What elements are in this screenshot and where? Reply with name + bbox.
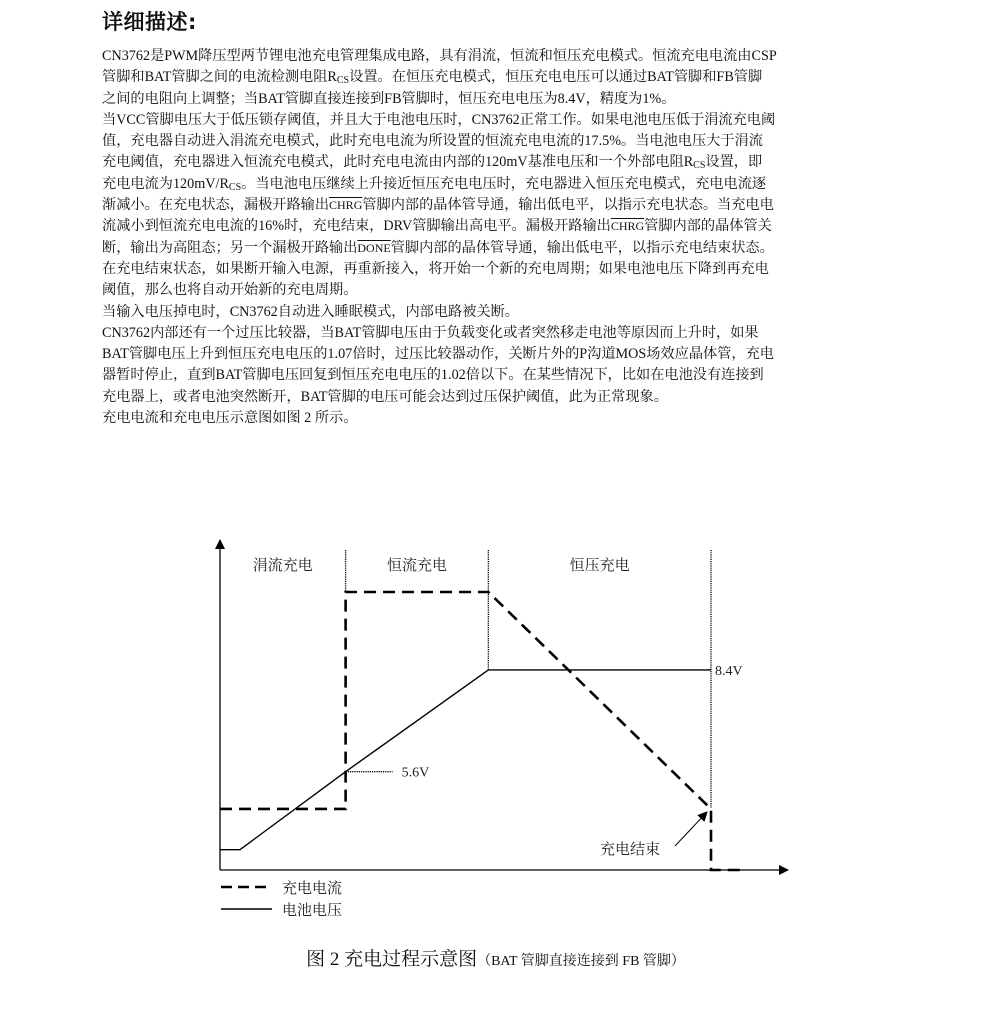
annotation-label: 5.6V [401, 765, 430, 781]
pin-name-overline: DONE [357, 240, 391, 255]
text-run: 在充电结束状态，如果断开输入电源，再重新接入，将开始一个新的充电周期；如果电池电压下降到再充电 [102, 260, 769, 277]
subscript: CS [693, 160, 706, 172]
legend-label: 充电电流 [282, 881, 343, 897]
text-run: 器暂时停止，直到BAT管脚电压回复到恒压充电电压的1.02倍以下。在某些情况下，比如在电池没有连接到 [102, 367, 764, 384]
text-run: CN3762内部还有一个过压比较器，当BAT管脚电压由于负载变化或者突然移走电池等原因而上升时，如果 [102, 324, 759, 341]
text-run: 管脚内部的晶体管导通，输出低电平，以指示充电状态。当充电电 [362, 197, 774, 214]
text-run: 之间的电阻向上调整；当BAT管脚直接连接到FB管脚时，恒压充电电压为8.4V，精度为1%。 [102, 90, 676, 107]
text-run: 当VCC管脚电压大于低压锁存阈值，并且大于电池电压时，CN3762正常工作。如果电池电压低于涓流充电阈 [102, 111, 776, 128]
text-run: 。当电池电压继续上升接近恒压充电电压时，充电器进入恒压充电模式，充电电流逐 [241, 175, 767, 192]
pin-name-overline: CHRG [610, 219, 645, 234]
text-run: 断，输出为高阻态；另一个漏极开路输出 [102, 239, 358, 256]
phase-label: 恒压充电 [569, 558, 630, 574]
figure-caption [0, 944, 991, 971]
text-run: 充电阈值，充电器进入恒流充电模式，此时充电电流由内部的120mV基准电压和一个外部电阻R [102, 154, 694, 171]
text-run: 充电电流为120mV/R [102, 175, 229, 192]
text-run: 渐减小。在充电状态，漏极开路输出 [102, 197, 330, 214]
pin-name-overline: CHRG [329, 198, 363, 213]
text-run: 设置，即 [705, 154, 763, 171]
phase-label: 涓流充电 [252, 558, 313, 574]
series-line-charge-current [220, 592, 745, 870]
text-run: 值，充电器自动进入涓流充电模式，此时充电电流为所设置的恒流充电电流的17.5%。当电池电压大于涓流 [102, 133, 763, 150]
text-run: 管脚内部的晶体管关 [644, 218, 772, 235]
text-run: 管脚和BAT管脚之间的电流检测电阻R [102, 69, 337, 86]
subscript: CS [228, 181, 242, 193]
text-run: CN3762是PWM降压型两节锂电池充电管理集成电路，具有涓流，恒流和恒压充电模式。恒流充电电流由CSP [102, 48, 777, 64]
text-run: 充电器上，或者电池突然断开，BAT管脚的电压可能会达到过压保护阈值，此为正常现象。 [102, 388, 668, 405]
text-run: BAT管脚电压上升到恒压充电电压的1.07倍时，过压比较器动作，关断片外的P沟道MOS场效应晶体管，充电 [102, 346, 774, 363]
section-heading: 详细描述: [102, 10, 197, 34]
charge-end-arrow [675, 812, 707, 846]
subscript: CS [336, 75, 350, 87]
annotation-label: 8.4V [715, 663, 743, 679]
text-run: 流减小到恒流充电电流的16%时，充电结束，DRV管脚输出高电平。漏极开路输出 [102, 218, 611, 235]
text-run: 充电电流和充电电压示意图如图 2 所示。 [102, 410, 358, 427]
caption-main: 图 2 充电过程示意图 [306, 949, 478, 970]
annotation-label: 充电结束 [600, 842, 661, 858]
text-run: 管脚内部的晶体管导通，输出低电平，以指示充电结束状态。 [390, 239, 774, 256]
text-run: 当输入电压掉电时，CN3762自动进入睡眠模式，内部电路被关断。 [102, 303, 519, 320]
caption-note: （BAT 管脚直接连接到 FB 管脚） [477, 954, 685, 969]
legend-label: 电池电压 [282, 903, 343, 919]
text-run: 设置。在恒压充电模式，恒压充电电压可以通过BAT管脚和FB管脚 [349, 69, 763, 86]
text-run: 阈值，那么也将自动开始新的充电周期。 [102, 282, 358, 299]
phase-label: 恒流充电 [386, 558, 447, 574]
series-line-battery-voltage [220, 670, 711, 850]
